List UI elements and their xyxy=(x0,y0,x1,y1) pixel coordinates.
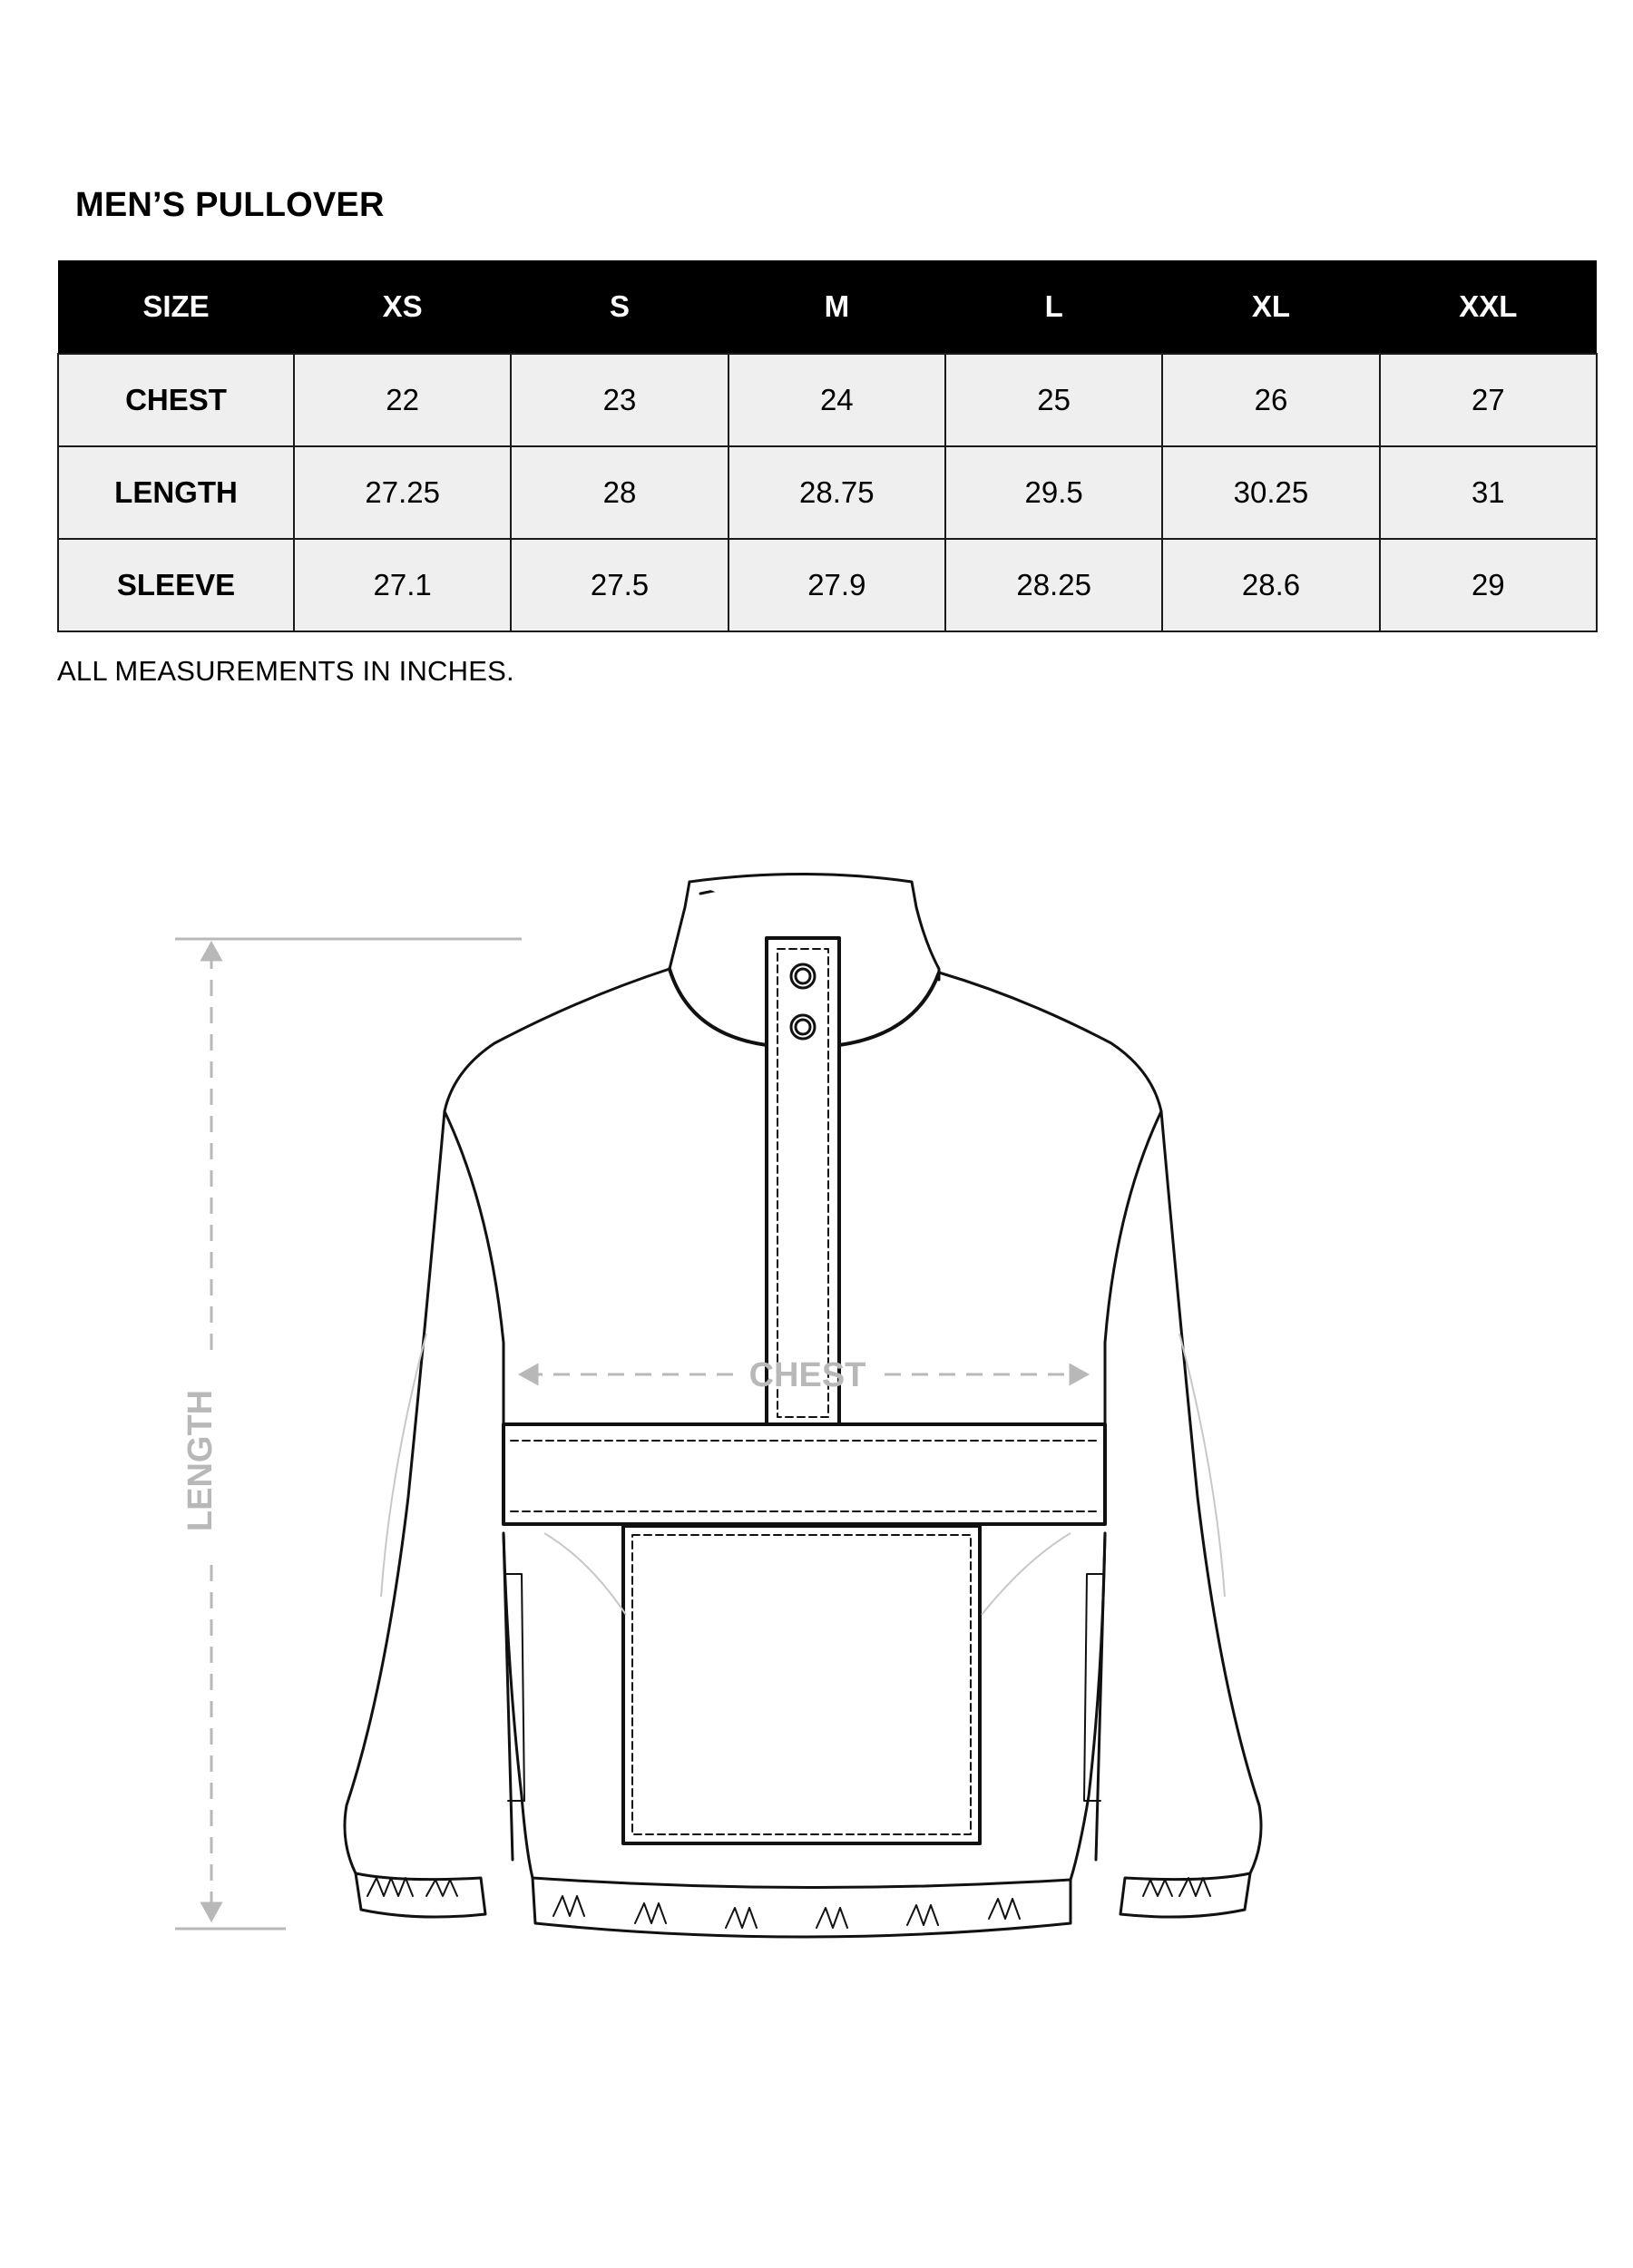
table-cell: 23 xyxy=(511,354,728,446)
row-label: SLEEVE xyxy=(58,539,294,631)
chest-label: CHEST xyxy=(748,1356,866,1394)
table-cell: 28.6 xyxy=(1162,539,1379,631)
table-row xyxy=(58,446,1597,539)
table-cell: 22 xyxy=(294,354,511,446)
table-cell: 28 xyxy=(511,446,728,539)
row-label: LENGTH xyxy=(58,446,294,539)
table-cell: 31 xyxy=(1380,446,1597,539)
header-cell: M xyxy=(728,260,945,354)
table-row xyxy=(58,354,1597,446)
length-label: LENGTH xyxy=(181,1389,220,1532)
header-cell: L xyxy=(945,260,1162,354)
header-cell: SIZE xyxy=(58,260,294,354)
header-cell: XXL xyxy=(1380,260,1597,354)
measurement-note: ALL MEASUREMENTS IN INCHES. xyxy=(57,655,514,687)
table-cell: 24 xyxy=(728,354,945,446)
table-row xyxy=(58,539,1597,631)
size-table xyxy=(57,260,1598,632)
table-cell: 25 xyxy=(945,354,1162,446)
pullover-diagram xyxy=(0,816,1633,2087)
table-cell: 27.25 xyxy=(294,446,511,539)
table-cell: 28.25 xyxy=(945,539,1162,631)
pullover-outline xyxy=(345,875,1261,1938)
table-cell: 27.1 xyxy=(294,539,511,631)
header-cell: XL xyxy=(1162,260,1379,354)
table-cell: 27 xyxy=(1380,354,1597,446)
table-cell: 30.25 xyxy=(1162,446,1379,539)
header-cell: XS xyxy=(294,260,511,354)
row-label: CHEST xyxy=(58,354,294,446)
table-cell: 27.9 xyxy=(728,539,945,631)
table-header-row xyxy=(58,260,1597,354)
table-cell: 29 xyxy=(1380,539,1597,631)
header-cell: S xyxy=(511,260,728,354)
page-title: MEN’S PULLOVER xyxy=(75,186,385,224)
length-guide xyxy=(175,939,522,1929)
table-cell: 29.5 xyxy=(945,446,1162,539)
table-cell: 28.75 xyxy=(728,446,945,539)
table-cell: 27.5 xyxy=(511,539,728,631)
table-cell: 26 xyxy=(1162,354,1379,446)
